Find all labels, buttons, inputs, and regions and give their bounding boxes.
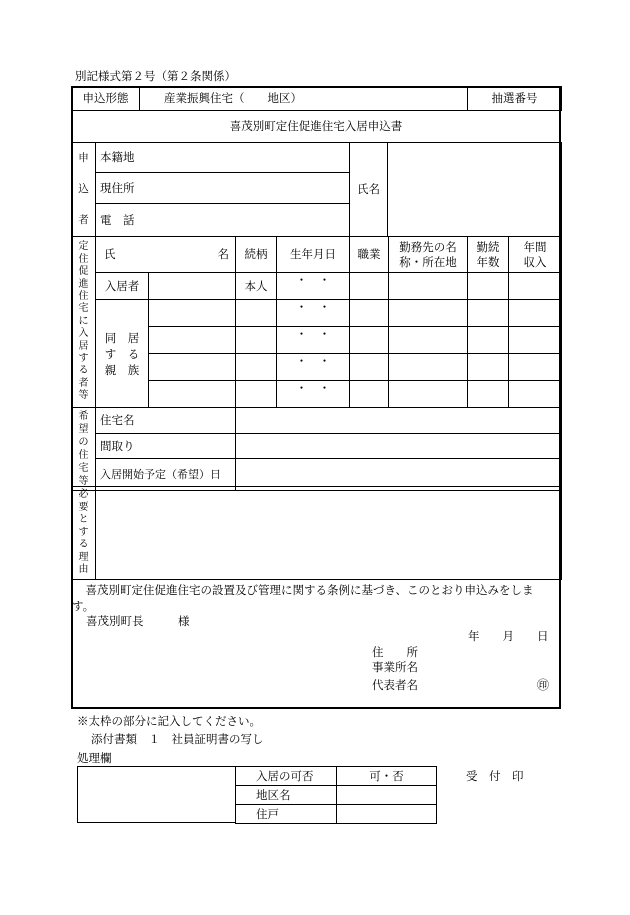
addressee: 喜茂別町長 様	[86, 614, 190, 628]
office-name-label: 事業所名	[372, 660, 418, 674]
family-workplace-cell[interactable]	[389, 327, 468, 354]
family-birthdate-cell[interactable]: ・ ・	[277, 354, 350, 381]
family-occupation-cell[interactable]	[350, 300, 389, 327]
header-years: 勤続年数	[468, 237, 509, 273]
domicile-field[interactable]	[96, 143, 350, 173]
district-label: 地区名	[236, 786, 337, 805]
applicant-income-cell[interactable]	[509, 273, 562, 300]
header-birthdate: 生年月日	[277, 237, 350, 273]
approval-label: 入居の可否	[236, 767, 337, 786]
reason-field[interactable]	[96, 487, 562, 580]
application-type-label: 申込形態	[72, 87, 140, 111]
family-workplace-cell[interactable]	[389, 381, 468, 408]
lottery-number-label: 抽選番号	[468, 87, 562, 111]
start-date-label: 入居開始予定（希望）日	[96, 459, 236, 491]
family-income-cell[interactable]	[509, 381, 562, 408]
form-title-row	[71, 110, 561, 143]
applicant-name-cell[interactable]	[149, 273, 236, 300]
family-relation-cell[interactable]	[236, 354, 277, 381]
applicant-section-label: 申 込 者	[72, 143, 96, 237]
form-title: 喜茂別町定住促進住宅入居申込書	[229, 119, 403, 133]
family-years-cell[interactable]	[468, 381, 509, 408]
processing-blank-area	[77, 766, 236, 823]
header-name-left: 氏	[104, 247, 116, 261]
reason-section-label: 必 要 と す る 理 由	[72, 487, 96, 580]
family-workplace-cell[interactable]	[389, 354, 468, 381]
seal-mark: ㊞	[537, 678, 550, 692]
fill-note: ※太枠の部分に記入してください。	[77, 714, 261, 728]
occupants-section-label: 定 住 促 進 住 宅 に 入 居 す る 者 等	[72, 237, 96, 408]
family-income-cell[interactable]	[509, 354, 562, 381]
family-income-cell[interactable]	[509, 327, 562, 354]
header-workplace: 勤務先の名称・所在地	[389, 237, 468, 273]
family-years-cell[interactable]	[468, 327, 509, 354]
family-label: 同 居 す る 親 族	[96, 300, 149, 408]
header-table	[71, 86, 562, 111]
application-type-value: 産業振興住宅（ 地区）	[140, 87, 468, 111]
processing-label: 処理欄	[77, 751, 112, 765]
family-years-cell[interactable]	[468, 354, 509, 381]
applicant-row-label: 入居者	[96, 273, 149, 300]
applicant-years-cell[interactable]	[468, 273, 509, 300]
family-relation-cell[interactable]	[236, 300, 277, 327]
family-name-cell[interactable]	[149, 327, 236, 354]
application-date[interactable]: 年 月 日	[468, 629, 549, 643]
housing-table	[71, 407, 562, 491]
phone-label: 電 話	[100, 212, 135, 227]
domicile-label: 本籍地	[100, 150, 135, 164]
applicant-relation: 本人	[236, 273, 277, 300]
header-income: 年間収入	[509, 237, 562, 273]
family-birthdate-cell[interactable]: ・ ・	[277, 381, 350, 408]
declaration-line2: す。	[72, 599, 95, 613]
family-occupation-cell[interactable]	[350, 354, 389, 381]
family-years-cell[interactable]	[468, 300, 509, 327]
processing-table	[235, 766, 437, 824]
name-label: 氏名	[350, 143, 388, 237]
representative-label: 代表者名	[372, 678, 418, 692]
name-field[interactable]	[388, 143, 562, 237]
family-name-cell[interactable]	[149, 354, 236, 381]
approval-value: 可・否	[337, 767, 437, 786]
applicant-workplace-cell[interactable]	[389, 273, 468, 300]
family-relation-cell[interactable]	[236, 327, 277, 354]
declaration-line1: 喜茂別町定住促進住宅の設置及び管理に関する条例に基づき、このとおり申込みをしま	[74, 583, 534, 597]
address-label: 現住所	[100, 180, 135, 195]
housing-name-field[interactable]	[236, 408, 562, 434]
header-occupation: 職業	[350, 237, 389, 273]
header-name	[96, 237, 236, 273]
district-field[interactable]	[337, 786, 437, 805]
family-workplace-cell[interactable]	[389, 300, 468, 327]
family-name-cell[interactable]	[149, 300, 236, 327]
unit-field[interactable]	[337, 805, 437, 824]
family-birthdate-cell[interactable]: ・ ・	[277, 327, 350, 354]
header-name-right: 名	[217, 247, 229, 261]
layout-field[interactable]	[236, 434, 562, 459]
family-income-cell[interactable]	[509, 300, 562, 327]
occupants-table	[71, 236, 562, 408]
housing-section-label: 希 望 の 住 宅 等	[72, 408, 96, 491]
received-stamp-label: 受 付 印	[466, 769, 524, 783]
reason-table	[71, 486, 562, 580]
family-name-cell[interactable]	[149, 381, 236, 408]
family-occupation-cell[interactable]	[350, 327, 389, 354]
phone-field[interactable]	[96, 204, 350, 237]
applicant-occupation-cell[interactable]	[350, 273, 389, 300]
housing-name-label: 住宅名	[96, 408, 236, 434]
attachment-note: 添付書類 １ 社員証明書の写し	[91, 732, 264, 746]
header-relation: 続柄	[236, 237, 277, 273]
address-field[interactable]	[96, 173, 350, 204]
applicant-birthdate-cell[interactable]: ・ ・	[277, 273, 350, 300]
family-birthdate-cell[interactable]: ・ ・	[277, 300, 350, 327]
form-reference: 別記様式第２号（第２条関係）	[75, 69, 236, 83]
family-occupation-cell[interactable]	[350, 381, 389, 408]
applicant-table	[71, 142, 562, 237]
unit-label: 住戸	[236, 805, 337, 824]
family-relation-cell[interactable]	[236, 381, 277, 408]
company-address-label: 住 所	[372, 645, 418, 659]
layout-label: 間取り	[96, 434, 236, 459]
